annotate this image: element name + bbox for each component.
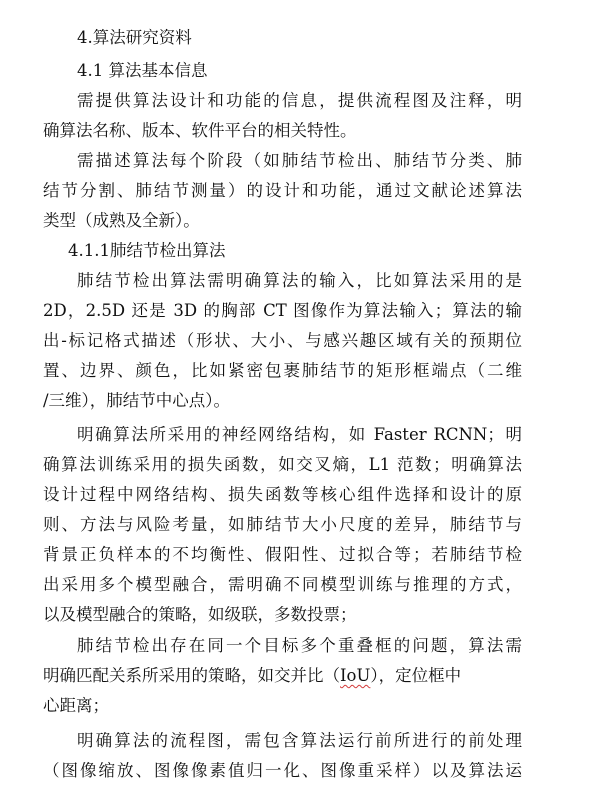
paragraph-line: 心距离； bbox=[43, 696, 109, 715]
paragraph-line: 设计过程中网络结构、损失函数等核心组件选择和设计的原 bbox=[43, 485, 522, 504]
paragraph-line: 出采用多个模型融合，需明确不同模型训练与推理的方式， bbox=[43, 575, 522, 594]
paragraph-line: 则、方法与风险考量，如肺结节大小尺度的差异，肺结节与 bbox=[43, 515, 522, 534]
paragraph-line: 肺结节检出算法需明确算法的输入，比如算法采用的是 bbox=[77, 271, 522, 290]
section-heading-4-1-1: 4.1.1肺结节检出算法 bbox=[68, 241, 226, 260]
paragraph-line: 确算法名称、版本、软件平台的相关特性。 bbox=[43, 121, 357, 140]
paragraph-line: 需描述算法每个阶段（如肺结节检出、肺结节分类、肺 bbox=[77, 151, 522, 170]
paragraph-line: 出-标记格式描述（形状、大小、与感兴趣区域有关的预期位 bbox=[43, 331, 522, 350]
section-heading-4-1: 4.1 算法基本信息 bbox=[77, 61, 208, 80]
paragraph-line: 肺结节检出存在同一个目标多个重叠框的问题，算法需 bbox=[77, 636, 522, 655]
paragraph-line: 明确匹配关系所采用的策略，如交并比（IoU），定位框中 bbox=[43, 666, 462, 685]
paragraph-line: 类型（成熟及全新）。 bbox=[43, 211, 200, 230]
paragraph-line: 置、边界、颜色，比如紧密包裹肺结节的矩形框端点（二维 bbox=[43, 361, 522, 380]
paragraph-line: 确算法训练采用的损失函数，如交叉熵，L1 范数；明确算法 bbox=[43, 455, 522, 474]
paragraph-line: 2D，2.5D 还是 3D 的胸部 CT 图像作为算法输入；算法的输 bbox=[43, 301, 522, 320]
paragraph-line: 明确算法所采用的神经网络结构，如 Faster RCNN；明 bbox=[77, 425, 522, 444]
paragraph-line: 以及模型融合的策略，如级联，多数投票； bbox=[43, 605, 357, 624]
iou-term: IoU bbox=[340, 666, 371, 685]
paragraph-line: /三维），肺结节中心点）。 bbox=[43, 391, 231, 410]
paragraph-line: 结节分割、肺结节测量）的设计和功能，通过文献论述算法 bbox=[43, 181, 522, 200]
section-heading-4: 4.算法研究资料 bbox=[77, 28, 192, 47]
paragraph-line: 明确算法的流程图，需包含算法运行前所进行的前处理 bbox=[77, 731, 522, 750]
paragraph-line: 背景正负样本的不均衡性、假阳性、过拟合等；若肺结节检 bbox=[43, 545, 522, 564]
paragraph-line: 需提供算法设计和功能的信息，提供流程图及注释，明 bbox=[77, 91, 522, 110]
paragraph-line: （图像缩放、图像像素值归一化、图像重采样）以及算法运 bbox=[43, 761, 522, 780]
